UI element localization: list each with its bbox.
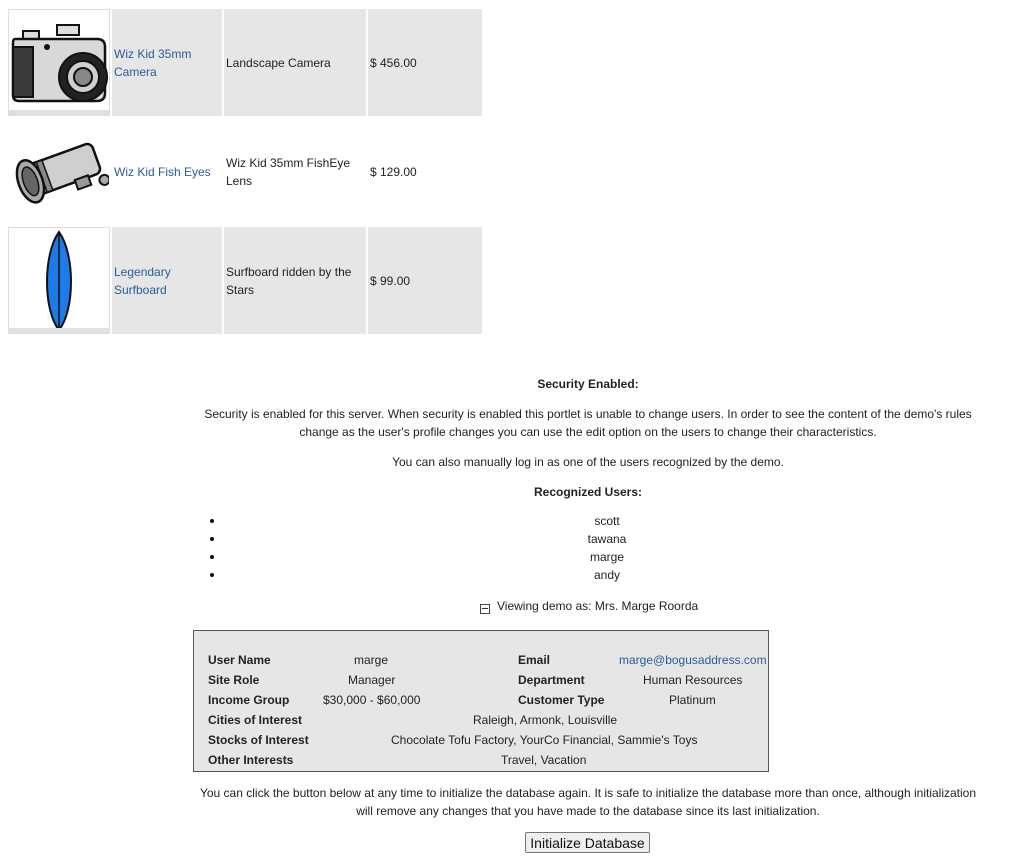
stocks-label: Stocks of Interest <box>208 733 309 747</box>
initialize-database-button[interactable]: Initialize Database <box>525 832 650 853</box>
list-item <box>210 530 1004 548</box>
user-name: marge <box>589 550 624 564</box>
other-interests-value: Travel, Vacation <box>501 753 587 767</box>
user-name: scott <box>594 514 620 528</box>
email-label: Email <box>518 653 551 667</box>
product-row <box>8 9 482 116</box>
product-link[interactable]: Wiz Kid 35mm Camera <box>114 46 192 79</box>
product-price: $ 456.00 <box>368 9 482 116</box>
product-price: $ 99.00 <box>368 227 482 334</box>
product-link[interactable]: Wiz Kid Fish Eyes <box>114 164 211 179</box>
cities-value: Raleigh, Armonk, Louisville <box>473 713 618 727</box>
product-image[interactable] <box>8 227 110 334</box>
product-price: $ 129.00 <box>368 118 482 225</box>
list-item <box>210 566 1004 584</box>
other-interests-label: Other Interests <box>208 753 294 767</box>
manual-login-text: You can also manually log in as one of the users recognized by the demo. <box>392 455 784 469</box>
customer-type-value: Platinum <box>669 693 716 707</box>
product-row <box>8 118 482 225</box>
camera-icon <box>9 17 109 109</box>
init-message: You can click the button below at any time to initialize the database again. It is safe to initialize the database more than once, although initialization will remove any changes that you have made to the database since its last initialization. <box>199 786 977 818</box>
site-role-label: Site Role <box>208 673 260 687</box>
email-link[interactable]: marge@bogusaddress.com <box>619 653 767 667</box>
department-value: Human Resources <box>643 673 743 687</box>
user-profile-panel <box>193 630 769 772</box>
product-description: Wiz Kid 35mm FishEye Lens <box>224 118 366 225</box>
recognized-users-list <box>210 512 1004 584</box>
stocks-value: Chocolate Tofu Factory, YourCo Financial, Sammie's Toys <box>391 733 698 747</box>
user-name: andy <box>593 568 621 582</box>
viewing-as-text: Viewing demo as: Mrs. Marge Roorda <box>497 599 699 613</box>
site-role-value: Manager <box>348 673 396 687</box>
product-row <box>8 227 482 334</box>
product-description: Landscape Camera <box>224 9 366 116</box>
user-name-label: User Name <box>208 653 271 667</box>
product-image[interactable] <box>8 9 110 116</box>
collapse-icon[interactable] <box>480 604 490 614</box>
security-title: Security Enabled: <box>537 377 639 391</box>
customer-type-label: Customer Type <box>518 693 605 707</box>
list-item <box>210 512 1004 530</box>
lens-icon <box>9 137 109 207</box>
product-image[interactable] <box>8 118 110 225</box>
user-name: tawana <box>587 532 627 546</box>
security-message: Security is enabled for this server. When security is enabled this portlet is unable to change users. In order to see the content of the demo's rules change as the user's profile changes you can use the edit option on the users to change their characteristics. <box>204 407 972 439</box>
user-name-value: marge <box>354 653 389 667</box>
product-description: Surfboard ridden by the Stars <box>224 227 366 334</box>
cities-label: Cities of Interest <box>208 713 303 727</box>
list-item <box>210 548 1004 566</box>
viewing-as <box>480 597 698 615</box>
product-table <box>8 9 482 336</box>
recognized-users-title: Recognized Users: <box>533 485 643 499</box>
department-label: Department <box>518 673 585 687</box>
income-group-value: $30,000 - $60,000 <box>323 693 421 707</box>
surfboard-icon <box>39 230 79 332</box>
income-group-label: Income Group <box>208 693 290 707</box>
product-link[interactable]: Legendary Surfboard <box>114 264 171 297</box>
